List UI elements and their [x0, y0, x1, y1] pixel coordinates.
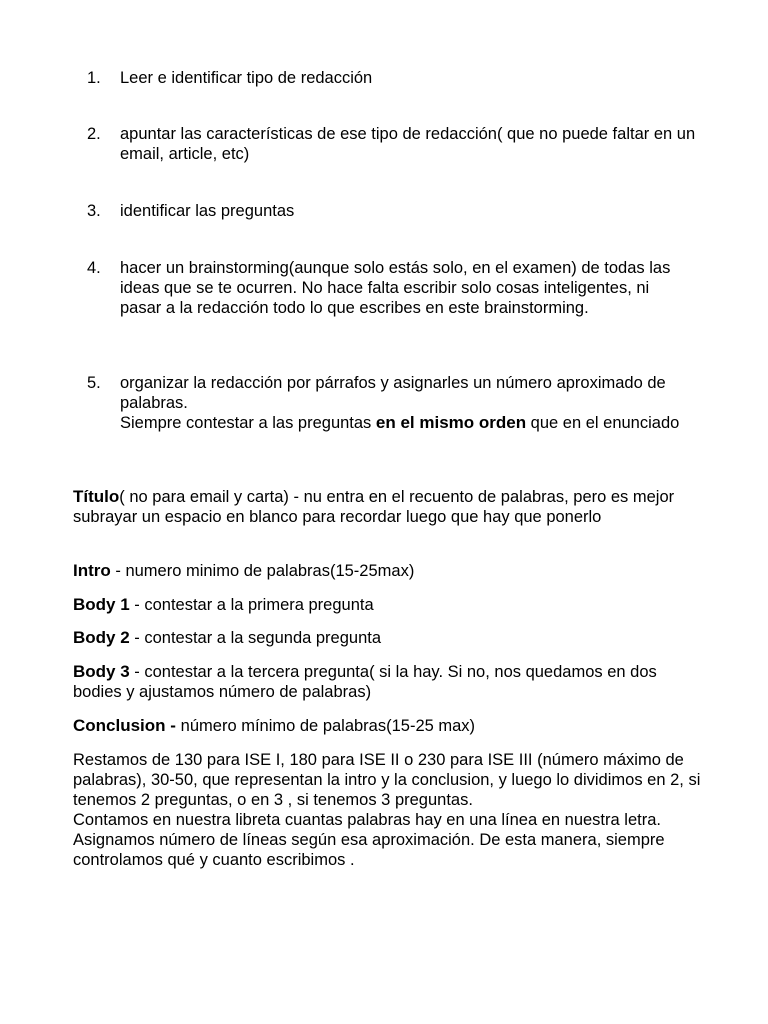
list-text: identificar las preguntas: [120, 202, 295, 220]
list-text: organizar la redacción por párrafos y asignarles un número aproximado de palabras.: [120, 374, 666, 412]
emphasis-text: en el mismo orden: [375, 413, 527, 432]
body1-paragraph: [73, 595, 713, 615]
closing-text-2: Contamos en nuestra libreta cuantas palabras hay en una línea en nuestra letra. Asignamos número de líneas según esa aproximación. De esta manera, siempre controlamos qué y cuanto escribimos .: [73, 811, 665, 869]
list-number: 3.: [87, 202, 101, 220]
list-item: [87, 258, 692, 318]
closing-text-1: Restamos de 130 para ISE I, 180 para ISE II o 230 para ISE III (número máximo de palabras), 30-50, que representan la intro y la conclusion, y luego lo dividimos en 2, si tenemos 2 preguntas, o en 3 , si tenemos 3 preguntas.: [73, 751, 701, 809]
body3-paragraph: [73, 662, 698, 702]
section-label: Body 2: [73, 628, 130, 647]
list-text-continued: Siempre contestar a las preguntas en el mismo orden que en el enunciado: [120, 413, 680, 432]
section-text: ( no para email y carta) - nu entra en el recuento de palabras, pero es mejor subrayar un espacio en blanco para recordar luego que hay que ponerlo: [73, 488, 675, 526]
list-item: [87, 124, 700, 164]
list-item: [87, 201, 720, 221]
section-label: Título: [73, 487, 120, 506]
section-label: Conclusion -: [73, 716, 181, 735]
section-text: - contestar a la segunda pregunta: [129, 629, 382, 647]
section-label: Body 3: [73, 662, 130, 681]
section-label: Body 1: [73, 595, 130, 614]
list-number: 2.: [87, 125, 101, 143]
list-number: 4.: [87, 259, 101, 277]
list-text: apuntar las características de ese tipo de redacción( que no puede faltar en un email, article, etc): [120, 125, 696, 163]
list-item: [87, 373, 680, 433]
list-text: Leer e identificar tipo de redacción: [120, 69, 373, 87]
list-number: 1.: [87, 69, 101, 87]
section-text: - contestar a la tercera pregunta( si la hay. Si no, nos quedamos en dos bodies y ajustamos número de palabras): [73, 663, 657, 701]
section-text: - numero minimo de palabras(15-25max): [110, 562, 415, 580]
section-text: número mínimo de palabras(15-25 max): [180, 717, 476, 735]
closing-paragraph: [73, 750, 703, 870]
list-number: 5.: [87, 374, 101, 392]
conclusion-paragraph: [73, 716, 713, 736]
section-text: - contestar a la primera pregunta: [129, 596, 374, 614]
list-text: hacer un brainstorming(aunque solo estás solo, en el examen) de todas las ideas que se te ocurren. No hace falta escribir solo cosas inteligentes, ni pasar a la redacción todo lo que escribes en este brainstorming.: [120, 259, 671, 317]
titulo-paragraph: [73, 487, 723, 527]
intro-paragraph: [73, 561, 713, 581]
section-label: Intro: [73, 561, 111, 580]
list-item: [87, 68, 720, 88]
body2-paragraph: [73, 628, 713, 648]
